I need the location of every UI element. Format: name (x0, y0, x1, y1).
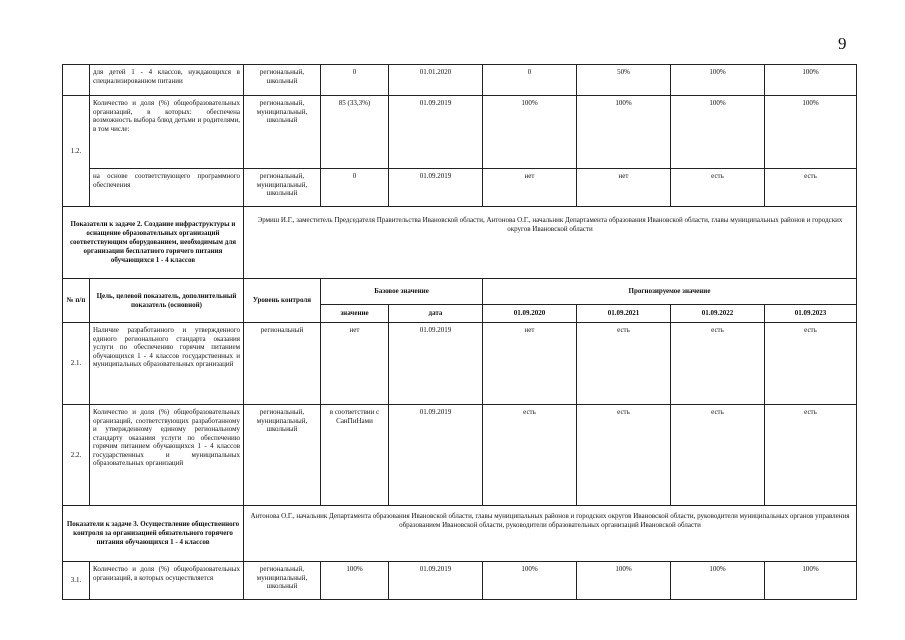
forecast-2022-cell: есть (671, 405, 765, 506)
forecast-2023-cell: есть (765, 169, 857, 207)
header-2021: 01.09.2021 (577, 305, 671, 323)
header-2023: 01.09.2023 (765, 305, 857, 323)
page-number: 9 (838, 34, 847, 53)
table-header-row (63, 279, 857, 305)
header-level: Уровень контроля (244, 279, 321, 323)
forecast-2021-cell: нет (577, 169, 671, 207)
forecast-2022-cell: 100% (671, 65, 765, 96)
forecast-2021-cell: 50% (577, 65, 671, 96)
level-cell: региональный, муниципальный, школьный (244, 96, 321, 169)
level-cell: региональный, муниципальный, школьный (244, 405, 321, 506)
level-cell: региональный (244, 323, 321, 405)
table-row (63, 96, 857, 169)
section-row (63, 506, 857, 562)
forecast-2020-cell: нет (483, 169, 577, 207)
forecast-2020-cell: есть (483, 405, 577, 506)
goal-cell: Количество и доля (%) общеобразовательных организаций, в которых осуществляется (90, 562, 244, 600)
section-title: Показатели к задаче 3. Осуществление общественного контроля за организацией обязательного горячего питания обучающихся 1 - 4 классов (63, 506, 244, 562)
goal-cell: Количество и доля (%) общеобразовательных организаций, соответствующих разработанному и утвержденному единому региональному стандарту оказания услуги по обеспечению горячим питанием обучающихся 1 - 4 классов государственных и муниципальных образовательных организаций (90, 405, 244, 506)
forecast-2023-cell: 100% (765, 562, 857, 600)
base-value-cell: 0 (321, 65, 389, 96)
goal-cell: Количество и доля (%) общеобразовательных организаций, в которых: обеспечена возможность выбора блюд детьми и родителями, в том числе: (90, 96, 244, 169)
forecast-2021-cell: 100% (577, 562, 671, 600)
forecast-2020-cell: 0 (483, 65, 577, 96)
goal-cell: на основе соответствующего программного обеспечения (90, 169, 244, 207)
header-2020: 01.09.2020 (483, 305, 577, 323)
header-value: значение (321, 305, 389, 323)
forecast-2021-cell: 100% (577, 96, 671, 169)
row-number: 2.2. (63, 405, 90, 506)
goal-cell: для детей 1 - 4 классов, нуждающихся в специализированном питании (90, 65, 244, 96)
forecast-2023-cell: 100% (765, 96, 857, 169)
row-number: 3.1. (63, 562, 90, 600)
base-value-cell: 100% (321, 562, 389, 600)
forecast-2020-cell: нет (483, 323, 577, 405)
section-row (63, 207, 857, 279)
base-date-cell: 01.09.2019 (389, 169, 483, 207)
section-responsible: Эрмиш И.Г., заместитель Председателя Правительства Ивановской области, Антонова О.Г., начальник Департамента образования Ивановской области, главы муниципальных районов и городских округов Ивановской области (244, 207, 857, 279)
forecast-2020-cell: 100% (483, 96, 577, 169)
forecast-2020-cell: 100% (483, 562, 577, 600)
section-responsible: Антонова О.Г., начальник Департамента образования Ивановской области, главы муниципальных районов и городских округов Ивановской области, руководители муниципальных органов управления образованием Ивановской области, руководители образовательных организаций Ивановской области (244, 506, 857, 562)
base-date-cell: 01.09.2019 (389, 405, 483, 506)
base-date-cell: 01.09.2019 (389, 96, 483, 169)
header-date: дата (389, 305, 483, 323)
row-number: 1.2. (63, 96, 90, 207)
table-row (63, 169, 857, 207)
header-2022: 01.09.2022 (671, 305, 765, 323)
row-number: 2.1. (63, 323, 90, 405)
forecast-2023-cell: есть (765, 323, 857, 405)
forecast-2022-cell: есть (671, 169, 765, 207)
forecast-2021-cell: есть (577, 405, 671, 506)
level-cell: региональный, муниципальный, школьный (244, 169, 321, 207)
forecast-2021-cell: есть (577, 323, 671, 405)
base-date-cell: 01.01.2020 (389, 65, 483, 96)
section-title: Показатели к задаче 2. Создание инфраструктуры и оснащение образовательных организаций соответствующим оборудованием, необходимым для организации бесплатного горячего питания обучающихся 1 - 4 классов (63, 207, 244, 279)
base-value-cell: в соответствии с СанПиНами (321, 405, 389, 506)
forecast-2023-cell: 100% (765, 65, 857, 96)
header-forecast: Прогнозируемое значение (483, 279, 857, 305)
base-date-cell: 01.09.2019 (389, 323, 483, 405)
table-row (63, 65, 857, 96)
row-number (63, 65, 90, 96)
header-num: № п/п (63, 279, 90, 323)
base-date-cell: 01.09.2019 (389, 562, 483, 600)
forecast-2022-cell: 100% (671, 562, 765, 600)
base-value-cell: 0 (321, 169, 389, 207)
goal-cell: Наличие разработанного и утвержденного единого регионального стандарта оказания услуги по обеспечению горячим питанием обучающихся 1 - 4 классов государственных и муниципальных образовательных организаций (90, 323, 244, 405)
forecast-2022-cell: есть (671, 323, 765, 405)
forecast-2023-cell: есть (765, 405, 857, 506)
header-base: Базовое значение (321, 279, 483, 305)
table-row (63, 323, 857, 405)
table-row (63, 405, 857, 506)
base-value-cell: нет (321, 323, 389, 405)
base-value-cell: 85 (33,3%) (321, 96, 389, 169)
level-cell: региональный, муниципальный, школьный (244, 562, 321, 600)
table-row (63, 562, 857, 600)
header-goal: Цель, целевой показатель, дополнительный показатель (основной) (90, 279, 244, 323)
level-cell: региональный, школьный (244, 65, 321, 96)
forecast-2022-cell: 100% (671, 96, 765, 169)
indicators-table (62, 64, 857, 600)
